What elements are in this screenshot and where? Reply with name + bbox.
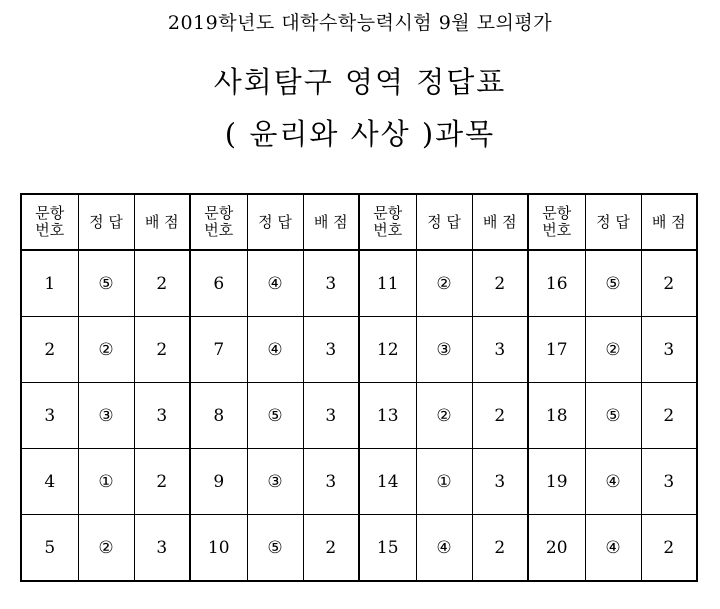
- exam-title: 2019학년도 대학수학능력시험 9월 모의평가: [167, 12, 553, 34]
- header-question-number: [21, 194, 78, 250]
- question-number: 1: [21, 250, 78, 317]
- answer-choice: ①: [416, 449, 472, 515]
- question-number: 16: [528, 250, 585, 317]
- question-number: 15: [359, 515, 416, 582]
- question-number: 8: [190, 383, 247, 449]
- answer-choice: ④: [585, 515, 641, 582]
- answer-choice: ⑤: [247, 383, 303, 449]
- answer-choice: ①: [78, 449, 134, 515]
- question-number: 7: [190, 317, 247, 383]
- header-question-number-line1: 문항: [204, 204, 234, 222]
- points-value: 3: [134, 515, 190, 582]
- table-row: [21, 383, 697, 449]
- points-value: 2: [472, 250, 528, 317]
- header-question-number-line2: 번호: [373, 221, 403, 239]
- points-value: 3: [303, 250, 359, 317]
- points-value: 2: [134, 250, 190, 317]
- subject-title: ( 윤리와 사상 )과목: [224, 117, 496, 151]
- header-answer: 정 답: [247, 194, 303, 250]
- sheet-title: 사회탐구 영역 정답표: [213, 65, 507, 99]
- answer-choice: ⑤: [78, 250, 134, 317]
- question-number: 20: [528, 515, 585, 582]
- points-value: 3: [303, 317, 359, 383]
- points-value: 3: [641, 317, 697, 383]
- header-question-number-line2: 번호: [204, 221, 234, 239]
- question-number: 3: [21, 383, 78, 449]
- question-number: 11: [359, 250, 416, 317]
- question-number: 14: [359, 449, 416, 515]
- header-points: 배 점: [134, 194, 190, 250]
- header-question-number: [359, 194, 416, 250]
- question-number: 4: [21, 449, 78, 515]
- question-number: 9: [190, 449, 247, 515]
- question-number: 12: [359, 317, 416, 383]
- header-points: 배 점: [641, 194, 697, 250]
- header-question-number: [190, 194, 247, 250]
- header-question-number-line2: 번호: [542, 221, 572, 239]
- header-answer: 정 답: [585, 194, 641, 250]
- answer-choice: ④: [247, 250, 303, 317]
- table-header-row: [21, 194, 697, 250]
- answer-choice: ④: [247, 317, 303, 383]
- answer-choice: ③: [78, 383, 134, 449]
- points-value: 2: [472, 383, 528, 449]
- answer-choice: ③: [247, 449, 303, 515]
- points-value: 2: [303, 515, 359, 582]
- answer-choice: ②: [585, 317, 641, 383]
- header-question-number-line2: 번호: [35, 221, 65, 239]
- header-answer: 정 답: [78, 194, 134, 250]
- points-value: 2: [641, 250, 697, 317]
- points-value: 2: [641, 383, 697, 449]
- header-question-number-line1: 문항: [542, 204, 572, 222]
- header-question-number-line1: 문항: [35, 204, 65, 222]
- table-body: [21, 250, 697, 581]
- header-answer: 정 답: [416, 194, 472, 250]
- header-points: 배 점: [472, 194, 528, 250]
- answer-choice: ⑤: [247, 515, 303, 582]
- points-value: 2: [472, 515, 528, 582]
- question-number: 13: [359, 383, 416, 449]
- question-number: 17: [528, 317, 585, 383]
- points-value: 3: [472, 449, 528, 515]
- header-question-number-line1: 문항: [373, 204, 403, 222]
- answer-choice: ②: [416, 383, 472, 449]
- answer-choice: ③: [416, 317, 472, 383]
- table-row: [21, 250, 697, 317]
- answer-table: [20, 193, 698, 582]
- points-value: 2: [641, 515, 697, 582]
- question-number: 5: [21, 515, 78, 582]
- header-points: 배 점: [303, 194, 359, 250]
- points-value: 3: [134, 383, 190, 449]
- points-value: 2: [134, 317, 190, 383]
- question-number: 18: [528, 383, 585, 449]
- question-number: 6: [190, 250, 247, 317]
- answer-choice: ⑤: [585, 383, 641, 449]
- question-number: 19: [528, 449, 585, 515]
- answer-choice: ⑤: [585, 250, 641, 317]
- points-value: 3: [472, 317, 528, 383]
- question-number: 2: [21, 317, 78, 383]
- answer-choice: ④: [416, 515, 472, 582]
- answer-choice: ④: [585, 449, 641, 515]
- table-row: [21, 317, 697, 383]
- answer-choice: ②: [78, 317, 134, 383]
- answer-choice: ②: [416, 250, 472, 317]
- points-value: 2: [134, 449, 190, 515]
- table-row: [21, 449, 697, 515]
- points-value: 3: [303, 383, 359, 449]
- table-row: [21, 515, 697, 582]
- points-value: 3: [303, 449, 359, 515]
- question-number: 10: [190, 515, 247, 582]
- answer-choice: ②: [78, 515, 134, 582]
- header-question-number: [528, 194, 585, 250]
- points-value: 3: [641, 449, 697, 515]
